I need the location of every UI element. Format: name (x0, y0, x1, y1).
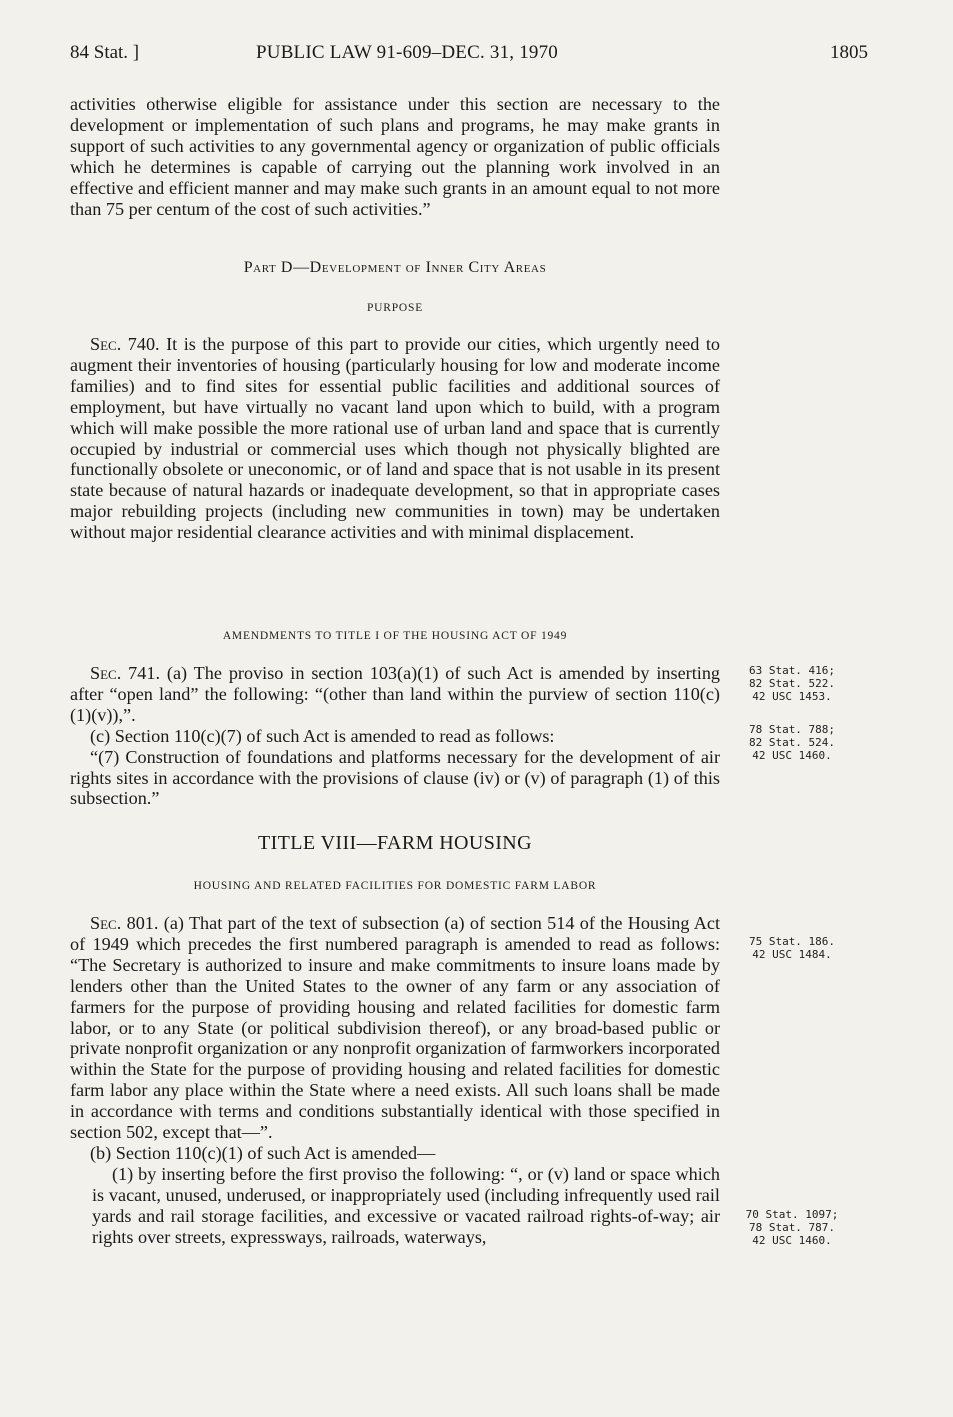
margin-citation: 63 Stat. 416; 82 Stat. 522. 42 USC 1453. (748, 664, 836, 703)
purpose-heading: PURPOSE (366, 302, 424, 314)
section-741 (70, 663, 720, 809)
intro-paragraph: activities otherwise eligible for assistance under this section are necessary to the development or implementation of such plans and programs, he may make grants in support of such activities to any governmental agency or organization of public officials which he determines is capable of carrying out the planning work involved in an effective and efficient manner and may make such grants in an amount equal to not more than 75 per centum of the cost of such activities.” (70, 94, 720, 219)
statute-reference: 84 Stat. ] (70, 42, 140, 63)
page-header (70, 42, 868, 72)
margin-citation: 75 Stat. 186. 42 USC 1484. (748, 935, 836, 961)
section-801-para-a: (a) That part of the text of subsection (a) of section 514 of the Housing Act of 1949 which precedes the first numbered paragraph is amended to read as follows: “The Secretary is authorized to insure and make commitments to insure loans made by lenders other than the United States to the owner of any farm or any association of farmers for the purpose of providing housing and related facilities for domestic farm labor, or to any State (or political subdivision thereof), or any broad-based public or private nonprofit organization or any nonprofit organization of farmworkers incorporated within the State for the purpose of providing housing and related facilities for domestic farm labor any place within the State where a need exists. All such loans shall be made in accordance with terms and conditions substantially identical with those specified in section 502, except that—”. (70, 913, 721, 1143)
title-viii-heading: TITLE VIII—FARM HOUSING (258, 832, 532, 854)
margin-citation: 70 Stat. 1097; 78 Stat. 787. 42 USC 1460. (745, 1208, 839, 1247)
amendments-heading: AMENDMENTS TO TITLE I OF THE HOUSING ACT OF 1949 (222, 630, 568, 642)
law-title: PUBLIC LAW 91-609–DEC. 31, 1970 (256, 42, 558, 63)
section-label: Sec. 801. (90, 913, 159, 933)
section-label: Sec. 741. (90, 663, 160, 683)
section-801-para-b: (b) Section 110(c)(1) of such Act is amended— (90, 1142, 436, 1163)
margin-citation: 78 Stat. 788; 82 Stat. 524. 42 USC 1460. (748, 723, 836, 762)
section-741-para-a: (a) The proviso in section 103(a)(1) of such Act is amended by inserting after “open land” the following: “(other than land within the purview of section 110(c)(1)(v)),”. (70, 663, 721, 725)
part-d-heading: Part D—Development of Inner City Areas (243, 259, 547, 276)
section-801-para-b1: (1) by inserting before the first proviso the following: “, or (v) land or space which is vacant, unused, underused, or inappropriately used (including infrequently used rail yards and rail storage facilities, and excessive or vacated railroad rights-of-way; air rights over streets, expressways, railroads, waterways, (92, 1163, 720, 1247)
section-label: Sec. 740. (90, 334, 160, 354)
section-740 (70, 334, 720, 543)
farm-labor-heading: HOUSING AND RELATED FACILITIES FOR DOMESTIC FARM LABOR (193, 880, 597, 892)
section-741-para-c-quote: “(7) Construction of foundations and platforms necessary for the development of air rights sites in accordance with the provisions of clause (iv) or (v) of paragraph (1) of this subsection.” (70, 746, 720, 809)
section-740-text: It is the purpose of this part to provide our cities, which urgently need to augment their inventories of housing (particularly housing for low and moderate income families) and to find sites for essential public facilities and additional sources of employment, but have virtually no vacant land upon which to build, with a program which will make possible the more rational use of urban land and space that is currently occupied by industrial or commercial uses which though not physically blighted are functionally obsolete or uneconomic, or of land and space that is not usable in its present state because of natural hazards or inadequate development, so that in appropriate cases major rebuilding projects (including new communities in town) may be undertaken without major residential clearance activities and with minimal displacement. (70, 334, 720, 543)
section-801 (70, 913, 720, 1248)
section-741-para-c: (c) Section 110(c)(7) of such Act is amended to read as follows: (90, 725, 555, 746)
page-number: 1805 (830, 42, 868, 63)
